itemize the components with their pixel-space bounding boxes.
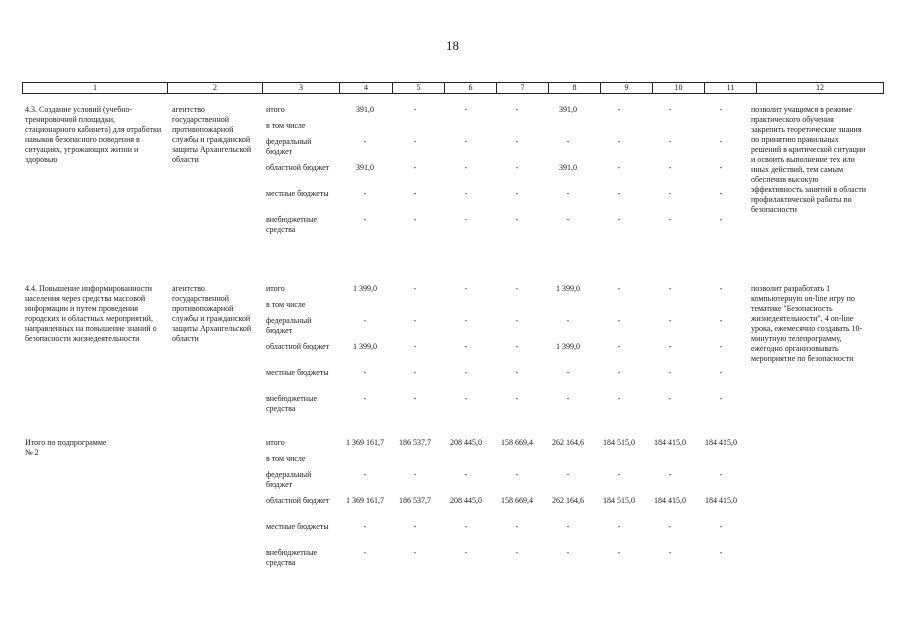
value-col-9: -	[617, 137, 621, 146]
value-col-11: 184 415,0	[705, 496, 737, 505]
value-col-7: -	[515, 548, 519, 557]
value-col-8: -	[566, 394, 570, 403]
value-col-6: -	[464, 470, 468, 479]
value-col-7: -	[515, 163, 519, 172]
funding-row-regional	[0, 163, 905, 187]
value-col-11: -	[719, 368, 723, 377]
value-col-5: -	[413, 316, 417, 325]
value-col-9: -	[617, 316, 621, 325]
value-col-8: 1 399,0	[556, 342, 580, 351]
value-col-6: -	[464, 522, 468, 531]
column-header-11: 11	[705, 83, 757, 94]
value-col-8: -	[566, 548, 570, 557]
value-col-4: -	[363, 394, 367, 403]
value-col-8: -	[566, 215, 570, 224]
value-col-6: -	[464, 316, 468, 325]
value-col-6: 208 445,0	[450, 438, 482, 447]
value-col-10: 184 415,0	[654, 438, 686, 447]
funding-row-extrabudget	[0, 394, 905, 418]
funding-row-federal	[0, 137, 905, 161]
funding-label: итого	[266, 284, 285, 293]
value-col-8: -	[566, 368, 570, 377]
value-col-11: -	[719, 137, 723, 146]
measure-name: Итого по подпрограмме № 2	[25, 438, 107, 457]
value-col-8: 1 399,0	[556, 284, 580, 293]
value-col-6: -	[464, 137, 468, 146]
value-col-8: -	[566, 470, 570, 479]
value-col-9: -	[617, 548, 621, 557]
value-col-4: -	[363, 137, 367, 146]
value-col-11: -	[719, 394, 723, 403]
value-col-7: -	[515, 189, 519, 198]
value-col-8: 262 164,6	[552, 438, 584, 447]
funding-label: внебюджетные средства	[266, 394, 317, 413]
value-col-5: -	[413, 284, 417, 293]
funding-label: местные бюджеты	[266, 368, 329, 377]
column-header-3: 3	[263, 83, 340, 94]
value-col-9: -	[617, 105, 621, 114]
value-col-8: 262 164,6	[552, 496, 584, 505]
funding-label: федеральный бюджет	[266, 316, 312, 335]
value-col-6: -	[464, 163, 468, 172]
funding-label: местные бюджеты	[266, 189, 329, 198]
value-col-5: -	[413, 342, 417, 351]
value-col-10: -	[668, 137, 672, 146]
value-col-6: -	[464, 368, 468, 377]
value-col-4: -	[363, 316, 367, 325]
funding-label: областной бюджет	[266, 163, 330, 172]
value-col-4: -	[363, 368, 367, 377]
value-col-10: -	[668, 316, 672, 325]
value-col-5: -	[413, 137, 417, 146]
value-col-6: 208 445,0	[450, 496, 482, 505]
value-col-4: 1 369 161,7	[346, 438, 384, 447]
value-col-8: 391,0	[559, 105, 577, 114]
value-col-11: 184 415,0	[705, 438, 737, 447]
value-col-11: -	[719, 342, 723, 351]
funding-row-extrabudget	[0, 215, 905, 239]
value-col-11: -	[719, 284, 723, 293]
value-col-9: -	[617, 284, 621, 293]
value-col-4: -	[363, 470, 367, 479]
funding-label: федеральный бюджет	[266, 470, 312, 489]
funding-row-local	[0, 189, 905, 213]
value-col-11: -	[719, 470, 723, 479]
value-col-10: -	[668, 105, 672, 114]
value-col-10: -	[668, 342, 672, 351]
value-col-8: -	[566, 189, 570, 198]
value-col-4: 391,0	[356, 105, 374, 114]
value-col-11: -	[719, 189, 723, 198]
value-col-7: -	[515, 284, 519, 293]
value-col-10: -	[668, 284, 672, 293]
value-col-7: -	[515, 522, 519, 531]
expected-result: позволит разработать 1 компьютерную on-line игру по тематике "Безопасность жизнедеятельности", 4 on-line урока, ежемесячно создавать 10-минутную телепрограмму, ежегодно организовывать мероприятие по безопасности	[751, 284, 863, 363]
column-header-6: 6	[445, 83, 497, 94]
value-col-10: -	[668, 394, 672, 403]
value-col-8: -	[566, 137, 570, 146]
value-col-4: 1 399,0	[353, 342, 377, 351]
value-col-7: 158 669,4	[501, 496, 533, 505]
value-col-7: -	[515, 215, 519, 224]
funding-label: местные бюджеты	[266, 522, 329, 531]
value-col-8: -	[566, 316, 570, 325]
funding-label: в том числе	[266, 121, 306, 130]
funding-row-regional	[0, 342, 905, 366]
value-col-7: -	[515, 105, 519, 114]
value-col-8: 391,0	[559, 163, 577, 172]
value-col-4: -	[363, 522, 367, 531]
funding-label: итого	[266, 105, 285, 114]
funding-row-extrabudget	[0, 548, 905, 572]
funding-label: федеральный бюджет	[266, 137, 312, 156]
funding-row-regional	[0, 496, 905, 520]
value-col-10: 184 415,0	[654, 496, 686, 505]
column-header-9: 9	[601, 83, 653, 94]
value-col-5: -	[413, 394, 417, 403]
value-col-6: -	[464, 189, 468, 198]
column-header-5: 5	[393, 83, 445, 94]
value-col-5: -	[413, 163, 417, 172]
value-col-9: -	[617, 189, 621, 198]
value-col-9: -	[617, 394, 621, 403]
column-header-12: 12	[757, 83, 884, 94]
value-col-9: -	[617, 470, 621, 479]
executor: агентство государственной противопожарной службы и гражданской защиты Архангельской области	[172, 284, 252, 343]
funding-row-federal	[0, 470, 905, 494]
funding-label: областной бюджет	[266, 342, 330, 351]
value-col-6: -	[464, 105, 468, 114]
value-col-6: -	[464, 394, 468, 403]
value-col-7: -	[515, 470, 519, 479]
funding-label: в том числе	[266, 454, 306, 463]
value-col-10: -	[668, 189, 672, 198]
value-col-9: -	[617, 215, 621, 224]
executor: агентство государственной противопожарной службы и гражданской защиты Архангельской области	[172, 105, 252, 164]
value-col-5: 186 537,7	[399, 496, 431, 505]
page-number: 18	[446, 38, 459, 53]
value-col-5: 186 537,7	[399, 438, 431, 447]
value-col-7: -	[515, 368, 519, 377]
value-col-5: -	[413, 548, 417, 557]
value-col-4: 1 369 161,7	[346, 496, 384, 505]
measure-name: 4.3. Создание условий (учебно-тренировочной площадки, стационарного кабинета) для отработки навыков безопасного поведения в ситуациях, угрожающих жизни и здоровью	[25, 105, 162, 164]
funding-label: итого	[266, 438, 285, 447]
value-col-4: -	[363, 189, 367, 198]
value-col-5: -	[413, 470, 417, 479]
funding-row-federal	[0, 316, 905, 340]
value-col-5: -	[413, 215, 417, 224]
value-col-11: -	[719, 163, 723, 172]
column-header-8: 8	[549, 83, 601, 94]
value-col-10: -	[668, 522, 672, 531]
value-col-5: -	[413, 368, 417, 377]
measure-name: 4.4. Повышение информированности населения через средства массовой информации и путем проведения городских и областных мероприятий, направленных на повышение знаний о безопасности жизнедеятельности	[25, 284, 157, 343]
value-col-11: -	[719, 548, 723, 557]
column-header-1: 1	[23, 83, 168, 94]
value-col-9: -	[617, 342, 621, 351]
value-col-4: -	[363, 215, 367, 224]
value-col-7: -	[515, 137, 519, 146]
value-col-9: -	[617, 163, 621, 172]
value-col-5: -	[413, 522, 417, 531]
value-col-6: -	[464, 284, 468, 293]
funding-label: в том числе	[266, 300, 306, 309]
value-col-4: -	[363, 548, 367, 557]
column-header-7: 7	[497, 83, 549, 94]
value-col-10: -	[668, 548, 672, 557]
value-col-4: 391,0	[356, 163, 374, 172]
value-col-11: -	[719, 215, 723, 224]
value-col-9: 184 515,0	[603, 496, 635, 505]
column-header-2: 2	[168, 83, 263, 94]
value-col-7: -	[515, 394, 519, 403]
funding-label: внебюджетные средства	[266, 215, 317, 234]
column-header-10: 10	[653, 83, 705, 94]
expected-result: позволит учащимся в режиме практического обучения закрепить теоретические знания по принятию правильных решений в критической ситуации и освоить выполнение тех или иных действий, тем самым обеспечив высокую эффективность занятий в области профилактической работы по безопасности	[751, 105, 867, 214]
column-number-header	[22, 82, 884, 94]
funding-row-local	[0, 368, 905, 392]
value-col-10: -	[668, 368, 672, 377]
value-col-10: -	[668, 470, 672, 479]
value-col-5: -	[413, 105, 417, 114]
value-col-10: -	[668, 163, 672, 172]
value-col-11: -	[719, 522, 723, 531]
value-col-7: -	[515, 316, 519, 325]
funding-label: внебюджетные средства	[266, 548, 317, 567]
value-col-9: -	[617, 368, 621, 377]
value-col-6: -	[464, 548, 468, 557]
column-header-4: 4	[340, 83, 393, 94]
value-col-10: -	[668, 215, 672, 224]
value-col-11: -	[719, 105, 723, 114]
value-col-11: -	[719, 316, 723, 325]
value-col-6: -	[464, 215, 468, 224]
value-col-5: -	[413, 189, 417, 198]
value-col-7: 158 669,4	[501, 438, 533, 447]
funding-label: областной бюджет	[266, 496, 330, 505]
value-col-9: 184 515,0	[603, 438, 635, 447]
funding-row-local	[0, 522, 905, 546]
value-col-7: -	[515, 342, 519, 351]
value-col-9: -	[617, 522, 621, 531]
value-col-8: -	[566, 522, 570, 531]
value-col-4: 1 399,0	[353, 284, 377, 293]
value-col-6: -	[464, 342, 468, 351]
